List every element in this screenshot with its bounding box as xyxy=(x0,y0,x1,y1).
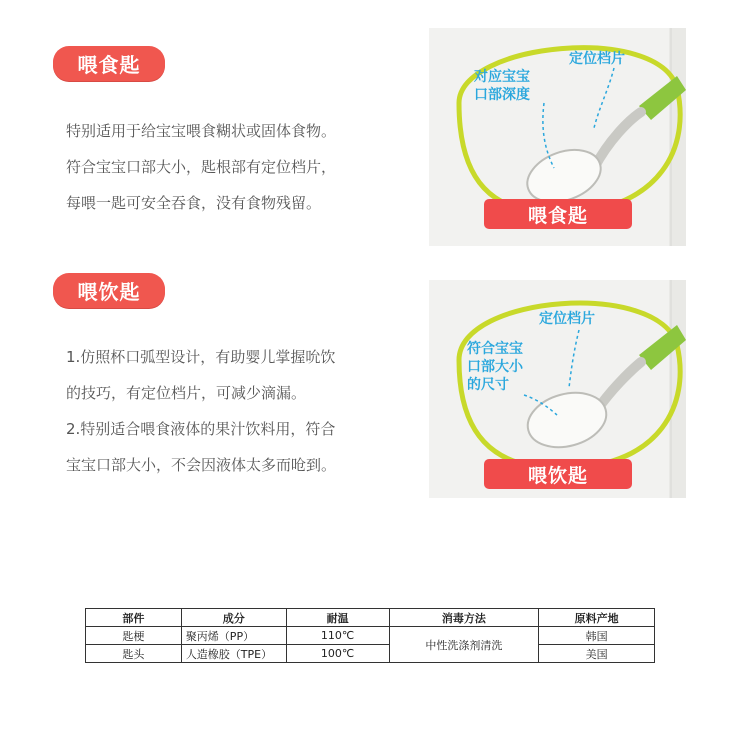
feeding-spoon-photo xyxy=(429,28,686,246)
description-line: 宝宝口部大小，不会因液体太多而呛到。 xyxy=(66,456,337,474)
label-line: 符合宝宝 xyxy=(467,341,523,357)
cell-part: 匙梗 xyxy=(86,627,182,645)
feeding-spoon-tag: 喂食匙 xyxy=(484,199,632,229)
header-part: 部件 xyxy=(86,609,182,627)
section-badge-drinking-spoon: 喂饮匙 xyxy=(53,273,165,308)
header-material: 成分 xyxy=(181,609,286,627)
label-line: 口部深度 xyxy=(474,87,530,103)
spec-table xyxy=(85,608,655,663)
table-header-row xyxy=(86,609,655,627)
description-line: 特别适用于给宝宝喂食糊状或固体食物。 xyxy=(66,122,337,140)
cell-origin: 韩国 xyxy=(539,627,655,645)
drinking-spoon-description xyxy=(66,339,336,483)
label-line: 对应宝宝 xyxy=(474,69,530,85)
depth-label xyxy=(474,68,530,104)
table-row xyxy=(86,627,655,645)
cell-material: 人造橡胶（TPE） xyxy=(181,645,286,663)
label-line: 的尺寸 xyxy=(467,377,509,393)
drinking-spoon-photo xyxy=(429,280,686,498)
section-badge-feeding-spoon: 喂食匙 xyxy=(53,46,165,81)
stopper-label: 定位档片 xyxy=(539,311,595,327)
size-label xyxy=(467,340,523,394)
label-line: 口部大小 xyxy=(467,359,523,375)
drinking-spoon-tag: 喂饮匙 xyxy=(484,459,632,489)
stopper-label: 定位档片 xyxy=(569,51,625,67)
cell-temperature: 100℃ xyxy=(286,645,389,663)
cell-disinfection: 中性洗涤剂清洗 xyxy=(389,627,539,663)
cell-material: 聚丙烯（PP） xyxy=(181,627,286,645)
description-line: 的技巧，有定位档片，可减少滴漏。 xyxy=(66,384,307,402)
cell-origin: 美国 xyxy=(539,645,655,663)
header-temperature: 耐温 xyxy=(286,609,389,627)
cell-part: 匙头 xyxy=(86,645,182,663)
description-line: 每喂一匙可安全吞食，没有食物残留。 xyxy=(66,194,322,212)
description-line: 2.特别适合喂食液体的果汁饮料用，符合 xyxy=(66,420,336,438)
feeding-spoon-description xyxy=(66,113,336,221)
description-line: 符合宝宝口部大小，匙根部有定位档片， xyxy=(66,158,337,176)
cell-temperature: 110℃ xyxy=(286,627,389,645)
description-line: 1.仿照杯口弧型设计，有助婴儿掌握吮饮 xyxy=(66,348,336,366)
header-disinfection: 消毒方法 xyxy=(389,609,539,627)
header-origin: 原料产地 xyxy=(539,609,655,627)
table-row xyxy=(86,645,655,663)
